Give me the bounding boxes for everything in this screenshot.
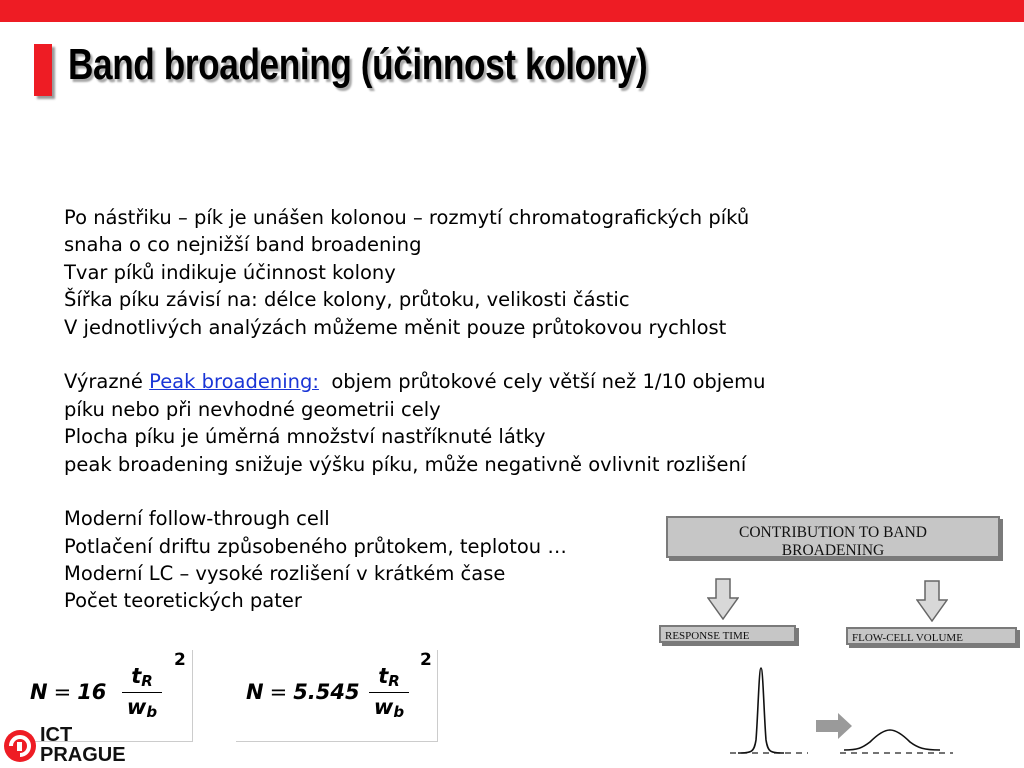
body-line: V jednotlivých analýzách můžeme měnit pouze průtokovou rychlost bbox=[64, 315, 727, 339]
right-arrow-icon bbox=[816, 713, 852, 739]
down-arrow-icon bbox=[916, 580, 948, 622]
formula-lhs: N = 16 bbox=[30, 680, 107, 704]
response-time-box: RESPONSE TIME bbox=[659, 625, 796, 643]
body-line: Počet teoretických pater bbox=[64, 589, 302, 613]
body-line: Potlačení driftu způsobeného průtokem, teplotou … bbox=[64, 534, 567, 558]
body-line: Moderní follow-through cell bbox=[64, 507, 330, 531]
narrow-peak-curve bbox=[738, 668, 784, 753]
title-accent-mark bbox=[34, 44, 52, 96]
formula-fraction: $t_R$ $w_b$ bbox=[369, 664, 409, 721]
body-line: Moderní LC – vysoké rozlišení v krátkém čase bbox=[64, 562, 506, 586]
band-broadening-contribution-box: CONTRIBUTION TO BAND BROADENING bbox=[666, 516, 1000, 558]
top-accent-bar bbox=[0, 0, 1024, 22]
formula-exponent: 2 bbox=[174, 650, 186, 670]
ict-prague-logo bbox=[0, 722, 130, 768]
body-line: píku nebo při nevhodné geometrii cely bbox=[64, 397, 441, 421]
logo-text-line1: ICT bbox=[40, 724, 73, 746]
body-line: peak broadening snižuje výšku píku, může negativně ovlivnit rozlišení bbox=[64, 452, 747, 476]
body-line: Po nástřiku – pík je unášen kolonou – rozmytí chromatografických píků bbox=[64, 206, 750, 229]
broad-peak-curve bbox=[844, 730, 940, 750]
slide-title: Band broadening (účinnost kolony) bbox=[68, 40, 648, 89]
peak-broadening-illustration bbox=[728, 660, 958, 760]
body-line: Šířka píku závisí na: délce kolony, průtoku, velikosti částic bbox=[64, 288, 630, 312]
ict-prague-logo-icon bbox=[2, 728, 38, 764]
formula-exponent: 2 bbox=[420, 650, 432, 670]
logo-text-line2: PRAGUE bbox=[40, 744, 126, 766]
slide-body bbox=[64, 204, 766, 615]
body-line-prefix: Výrazné bbox=[64, 370, 150, 394]
body-line: snaha o co nejnižší band broadening bbox=[64, 233, 422, 257]
peak-broadening-link[interactable]: Peak broadening: bbox=[149, 370, 319, 394]
body-line bbox=[64, 368, 766, 395]
down-arrow-icon bbox=[707, 578, 739, 620]
flow-cell-volume-box: FLOW-CELL VOLUME bbox=[846, 627, 1017, 645]
body-line-suffix: objem průtokové cely větší než 1/10 objemu bbox=[318, 370, 766, 394]
body-line: Tvar píků indikuje účinnost kolony bbox=[64, 260, 396, 284]
plate-count-formula-5545 bbox=[236, 650, 438, 742]
formula-fraction: $t_R$ $w_b$ bbox=[122, 664, 162, 721]
formula-lhs: N = 5.545 bbox=[246, 680, 360, 704]
body-line: Plocha píku je úměrná množství nastříknuté látky bbox=[64, 425, 546, 449]
